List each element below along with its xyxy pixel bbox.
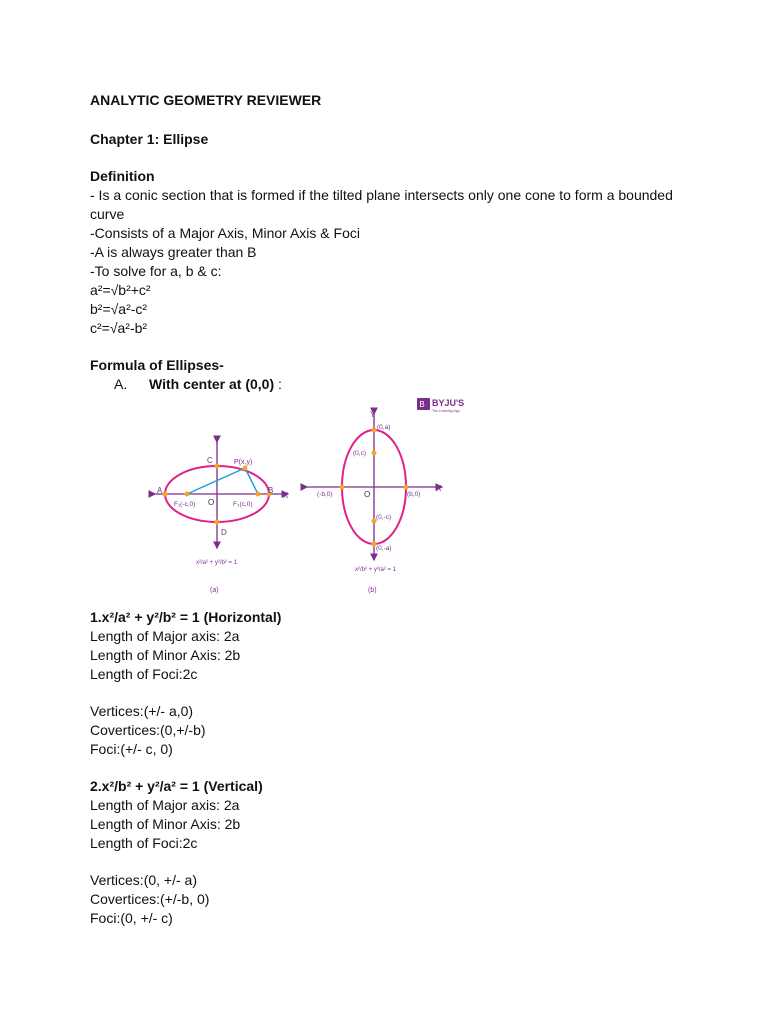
vertex-top — [372, 428, 377, 433]
focal-segment-2 — [245, 468, 258, 494]
svg-text:Y: Y — [370, 410, 376, 419]
svg-text:(0,a): (0,a) — [377, 424, 391, 431]
covertex-left — [340, 485, 345, 490]
definition-line-3: -A is always greater than B — [90, 244, 257, 260]
figure-b — [307, 410, 442, 594]
horizontal-covertices: Covertices:(0,+/-b) — [90, 722, 206, 738]
definition-line-4: -To solve for a, b & c: — [90, 263, 222, 279]
svg-text:X: X — [283, 491, 289, 500]
svg-text:D: D — [221, 528, 227, 537]
focus-f2 — [256, 492, 261, 497]
svg-text:(-b,0): (-b,0) — [317, 491, 333, 498]
vertical-vertices: Vertices:(0, +/- a) — [90, 872, 197, 888]
svg-text:O: O — [364, 490, 371, 499]
vertical-foci: Foci:(0, +/- c) — [90, 910, 173, 926]
vertical-covertices: Covertices:(+/-b, 0) — [90, 891, 210, 907]
horizontal-vertices: Vertices:(+/- a,0) — [90, 703, 194, 719]
definition-line-2: -Consists of a Major Axis, Minor Axis & Foci — [90, 225, 360, 241]
svg-text:(b): (b) — [368, 587, 377, 594]
focus-f1 — [185, 492, 190, 497]
formulas-list-item — [114, 375, 282, 394]
ellipse-figure — [140, 395, 470, 605]
horizontal-foci-length: Length of Foci:2c — [90, 666, 198, 682]
document-title: ANALYTIC GEOMETRY REVIEWER — [90, 92, 322, 108]
svg-text:(a): (a) — [210, 587, 219, 594]
vertical-heading: 2.x²/b² + y²/a² = 1 (Vertical) — [90, 778, 263, 794]
horizontal-major: Length of Major axis: 2a — [90, 628, 240, 644]
svg-text:(b,0): (b,0) — [407, 491, 421, 498]
svg-text:A: A — [157, 486, 163, 495]
formula-a-squared: a²=√b²+c² — [90, 282, 151, 298]
svg-text:P(x,y): P(x,y) — [234, 459, 253, 466]
svg-text:X: X — [436, 484, 442, 493]
svg-text:Y: Y — [214, 437, 220, 446]
formula-c-squared: c²=√a²-b² — [90, 320, 148, 336]
list-item-bold: With center at (0,0) — [149, 376, 275, 392]
svg-text:x²/a² + y²/b² = 1: x²/a² + y²/b² = 1 — [196, 560, 238, 566]
svg-text:F₂(c,0): F₂(c,0) — [233, 501, 253, 508]
formulas-heading: Formula of Ellipses- — [90, 357, 224, 373]
svg-text:(0,c): (0,c) — [353, 450, 366, 457]
point-p — [243, 466, 248, 471]
formula-b-squared: b²=√a²-c² — [90, 301, 148, 317]
focus-top — [372, 451, 377, 456]
byjus-logo — [417, 398, 464, 413]
point-c — [215, 464, 220, 469]
covertex-right — [404, 485, 409, 490]
horizontal-minor: Length of Minor Axis: 2b — [90, 647, 241, 663]
chapter-heading: Chapter 1: Ellipse — [90, 131, 209, 147]
vertical-minor: Length of Minor Axis: 2b — [90, 816, 241, 832]
svg-text:(0,-a): (0,-a) — [376, 545, 392, 552]
point-a — [163, 492, 168, 497]
horizontal-foci: Foci:(+/- c, 0) — [90, 741, 173, 757]
svg-text:C: C — [207, 456, 213, 465]
svg-text:The Learning App: The Learning App — [432, 409, 460, 413]
list-marker: A. — [114, 376, 128, 392]
svg-text:F₁(-c,0): F₁(-c,0) — [174, 501, 196, 508]
svg-text:(0,-c): (0,-c) — [376, 514, 392, 521]
svg-text:B: B — [419, 400, 425, 409]
svg-text:O: O — [208, 498, 215, 507]
list-item-rest: : — [274, 376, 282, 392]
vertical-foci-length: Length of Foci:2c — [90, 835, 198, 851]
definition-heading: Definition — [90, 168, 155, 184]
svg-text:BYJU'S: BYJU'S — [432, 398, 465, 408]
svg-text:x²/b² + y²/a² = 1: x²/b² + y²/a² = 1 — [355, 567, 397, 573]
svg-text:B: B — [268, 486, 274, 495]
point-d — [215, 520, 220, 525]
horizontal-heading: 1.x²/a² + y²/b² = 1 (Horizontal) — [90, 609, 282, 625]
vertical-major: Length of Major axis: 2a — [90, 797, 240, 813]
definition-line-1: - Is a conic section that is formed if the tilted plane intersects only one cone to form a bounded curve — [90, 187, 673, 222]
figure-a — [155, 437, 289, 594]
focal-segment-1 — [187, 468, 245, 494]
